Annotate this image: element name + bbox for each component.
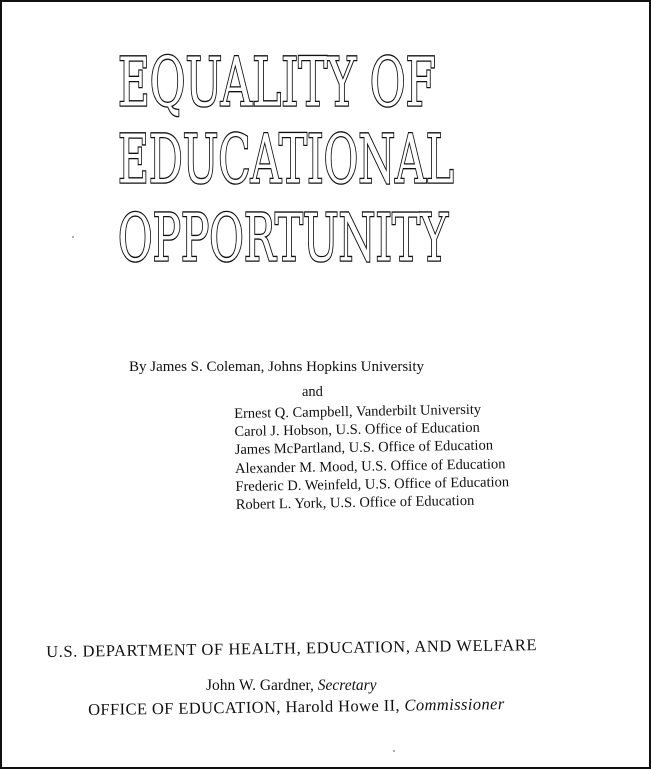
secretary-title: Secretary <box>317 677 377 694</box>
coauthor: Alexander M. Mood, U.S. Office of Education <box>234 455 506 477</box>
title-line-3: OPPORTUNITY <box>118 199 449 277</box>
speck <box>393 750 395 752</box>
secretary-name: John W. Gardner, <box>206 677 318 694</box>
coauthor-list <box>234 400 510 514</box>
coauthor: Robert L. York, U.S. Office of Education <box>235 492 475 513</box>
byline: By James S. Coleman, Johns Hopkins University <box>129 359 424 375</box>
title-line-2: EDUCATIONAL <box>118 121 454 200</box>
office-title: Commissioner <box>404 694 505 715</box>
department-name: U.S. DEPARTMENT OF HEALTH, EDUCATION, AND WELFARE <box>46 635 538 661</box>
secretary-line <box>206 677 377 695</box>
coauthor: James McPartland, U.S. Office of Education <box>234 437 494 459</box>
title-line-1: EQUALITY OF <box>118 44 436 123</box>
coauthor: Carol J. Hobson, U.S. Office of Education <box>234 419 480 441</box>
speck <box>72 236 74 238</box>
conjunction: and <box>302 384 323 400</box>
coauthor: Frederic D. Weinfeld, U.S. Office of Education <box>235 474 510 495</box>
office-name: OFFICE OF EDUCATION, Harold Howe II, <box>88 695 405 719</box>
office-line <box>88 694 505 720</box>
coauthor: Ernest Q. Campbell, Vanderbilt University <box>234 401 482 422</box>
